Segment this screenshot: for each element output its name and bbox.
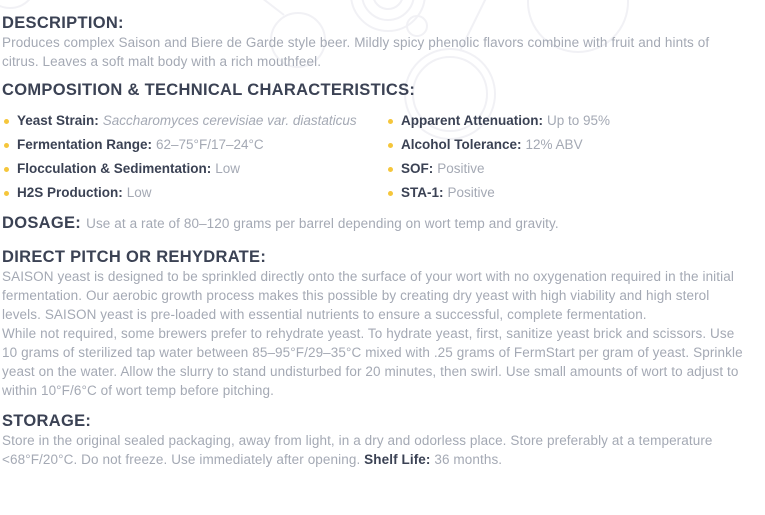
bullet-value: Saccharomyces cerevisiae var. diastaticus <box>102 113 357 128</box>
composition-heading: COMPOSITION & TECHNICAL CHARACTERISTICS: <box>2 81 416 99</box>
bullet-label: Flocculation & Sedimentation: <box>17 161 212 176</box>
bullet-value: Low <box>215 161 241 176</box>
bullet-dot-icon <box>4 167 9 172</box>
bullet-label: Apparent Attenuation: <box>401 113 543 128</box>
bullet-text <box>401 186 495 200</box>
dosage-heading: DOSAGE: <box>2 214 82 232</box>
direct-pitch-heading: DIRECT PITCH OR REHYDRATE: <box>2 248 267 266</box>
bullet-text <box>17 114 357 128</box>
bullet-label: STA-1: <box>401 185 444 200</box>
list-item <box>386 186 747 200</box>
bullet-dot-icon <box>388 167 393 172</box>
bullet-text <box>17 186 152 200</box>
bullet-label: SOF: <box>401 161 434 176</box>
bullet-dot-icon <box>4 119 9 124</box>
composition-bullet-columns <box>2 114 747 200</box>
shelf-life-label: Shelf Life: <box>364 452 431 467</box>
dosage-text: Use at a rate of 80–120 grams per barrel depending on wort temp and gravity. <box>86 216 559 231</box>
bullet-dot-icon <box>388 119 393 124</box>
list-item <box>2 162 386 176</box>
bullet-dot-icon <box>4 143 9 148</box>
description-paragraph: Produces complex Saison and Biere de Garde style beer. Mildly spicy phenolic flavors combine with fruit and hints of citrus. Leaves a soft malt body with a rich mouthfeel. <box>2 35 710 69</box>
bullet-text <box>401 162 485 176</box>
bullet-value: Low <box>126 185 152 200</box>
storage-paragraph <box>2 431 747 469</box>
bullet-label: Yeast Strain: <box>17 113 99 128</box>
shelf-life-value: 36 months. <box>430 452 503 467</box>
composition-right-column <box>386 114 747 200</box>
list-item <box>386 138 747 152</box>
bullet-label: Alcohol Tolerance: <box>401 137 522 152</box>
bullet-text <box>17 138 264 152</box>
bullet-label: H2S Production: <box>17 185 123 200</box>
list-item <box>386 162 747 176</box>
bullet-text <box>401 114 610 128</box>
bullet-label: Fermentation Range: <box>17 137 153 152</box>
storage-text: Store in the original sealed packaging, away from light, in a dry and odorless place. Store preferably at a temperature <68°F/20°C. Do not freeze. Use immediately after opening. <box>2 433 713 467</box>
list-item <box>2 186 386 200</box>
bullet-dot-icon <box>4 191 9 196</box>
bullet-text <box>401 138 583 152</box>
bullet-value: Up to 95% <box>547 113 611 128</box>
direct-pitch-paragraph-1: SAISON yeast is designed to be sprinkled directly onto the surface of your wort with no oxygenation required in the initial fermentation. Our aerobic growth process makes this possible by creating dry yeast with high viability and high sterol levels. SAISON yeast is pre-loaded with essential nutrients to ensure a successful, complete fermentation. <box>2 269 734 322</box>
bullet-dot-icon <box>388 143 393 148</box>
bullet-value: Positive <box>437 161 485 176</box>
bullet-dot-icon <box>388 191 393 196</box>
storage-heading: STORAGE: <box>2 412 92 430</box>
bullet-value: Positive <box>447 185 495 200</box>
dosage-line <box>2 213 747 234</box>
list-item <box>2 138 386 152</box>
bullet-text <box>17 162 240 176</box>
list-item <box>2 114 386 128</box>
description-heading: DESCRIPTION: <box>2 14 124 32</box>
bullet-value: 12% ABV <box>525 137 583 152</box>
list-item <box>386 114 747 128</box>
bullet-value: 62–75°F/17–24°C <box>156 137 264 152</box>
composition-left-column <box>2 114 386 200</box>
direct-pitch-paragraph-2: While not required, some brewers prefer to rehydrate yeast. To hydrate yeast, first, sanitize yeast brick and scissors. Use 10 grams of sterilized tap water between 85–95°F/29–35°C mixed with .25 grams of FermStart per gram of yeast. Sprinkle yeast on the water. Allow the slurry to stand undisturbed for 20 minutes, then swirl. Use small amounts of wort to adjust to within 10°F/6°C of wort temp before pitching. <box>2 326 743 398</box>
